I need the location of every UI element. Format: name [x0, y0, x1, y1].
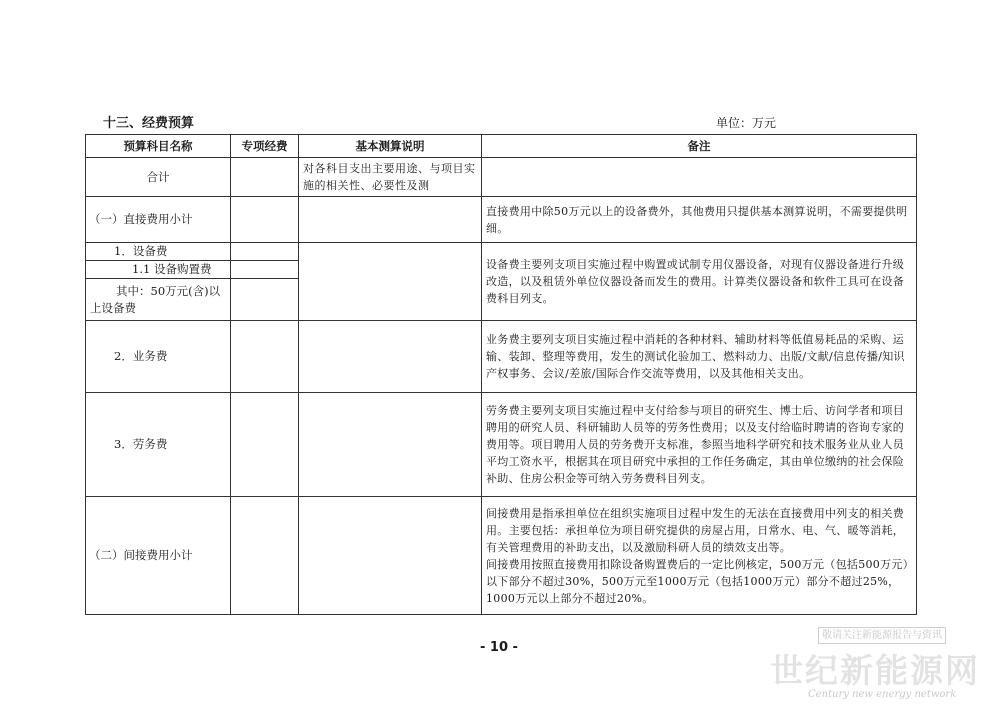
header-remarks: 备注 — [482, 135, 917, 158]
cell-indirect-name: （二）间接费用小计 — [86, 497, 231, 615]
cell-equipment-name: 1．设备费 — [86, 243, 231, 261]
header-subject: 预算科目名称 — [86, 135, 231, 158]
cell-indirect-fund — [231, 497, 299, 615]
cell-direct-name: （一）直接费用小计 — [86, 197, 231, 243]
row-total — [86, 158, 917, 197]
watermark-box: 敬请关注新能源报告与资讯 — [818, 627, 946, 644]
cell-purchase-fund — [231, 261, 299, 279]
indirect-note-para2: 间接费用按照直接费用扣除设备购置费后的一定比例核定，500万元（包括500万元）以下部分不超过30%，500万元至1000万元（包括1000万元）部分不超过25%，1000万元以上部分不超过20%。 — [486, 557, 909, 605]
cell-total-note — [482, 158, 917, 197]
cell-labor-name: 3．劳务费 — [86, 393, 231, 497]
budget-table — [85, 134, 917, 615]
row-direct — [86, 197, 917, 243]
cell-total-desc: 对各科目支出主要用途、与项目实施的相关性、必要性及测 — [299, 158, 482, 197]
cell-purchase-name: 1.1 设备购置费 — [86, 261, 231, 279]
cell-equipment-note: 设备费主要列支项目实施过程中购置或试制专用仪器设备，对现有仪器设备进行升级改造，以及租赁外单位仪器设备而发生的费用。计算类仪器设备和软件工具可在设备费科目列支。 — [482, 243, 917, 321]
header-special-fund: 专项经费 — [231, 135, 299, 158]
watermark-logo-text: 世纪新能源网 — [770, 651, 980, 690]
cell-business-note: 业务费主要列支项目实施过程中消耗的各种材料、辅助材料等低值易耗品的采购、运输、装卸、整理等费用，发生的测试化验加工、燃料动力、出版/文献/信息传播/知识产权事务、会议/差旅/国际合作交流等费用，以及其他相关支出。 — [482, 321, 917, 393]
cell-direct-desc — [299, 197, 482, 243]
cell-total-fund — [231, 158, 299, 197]
row-labor — [86, 393, 917, 497]
cell-indirect-note — [482, 497, 917, 615]
cell-business-name: 2．业务费 — [86, 321, 231, 393]
cell-direct-note: 直接费用中除50万元以上的设备费外，其他费用只提供基本测算说明，不需要提供明细。 — [482, 197, 917, 243]
cell-over50-fund — [231, 279, 299, 321]
cell-equipment-desc — [299, 243, 482, 321]
cell-equipment-fund — [231, 243, 299, 261]
watermark-english: Century new energy network — [808, 689, 957, 700]
row-business — [86, 321, 917, 393]
cell-business-desc — [299, 321, 482, 393]
table-header-row — [86, 135, 917, 158]
unit-label: 单位：万元 — [716, 116, 777, 130]
page-number: - 10 - — [480, 640, 518, 655]
indirect-note-para1: 间接费用是指承担单位在组织实施项目过程中发生的无法在直接费用中列支的相关费用。主要包括：承担单位为项目研究提供的房屋占用，日常水、电、气、暖等消耗，有关管理费用的补助支出，以及激励科研人员的绩效支出等。 — [486, 506, 905, 554]
cell-labor-desc — [299, 393, 482, 497]
row-indirect — [86, 497, 917, 615]
cell-labor-fund — [231, 393, 299, 497]
cell-direct-fund — [231, 197, 299, 243]
section-heading: 十三、经费预算 — [103, 116, 195, 131]
cell-business-fund — [231, 321, 299, 393]
cell-over50-name: 其中：50万元(含)以上设备费 — [86, 279, 231, 321]
cell-indirect-desc — [299, 497, 482, 615]
header-calculation: 基本测算说明 — [299, 135, 482, 158]
cell-total-name: 合计 — [86, 158, 231, 197]
cell-labor-note: 劳务费主要列支项目实施过程中支付给参与项目的研究生、博士后、访问学者和项目聘用的研究人员、科研辅助人员等的劳务性费用；以及支付给临时聘请的咨询专家的费用等。项目聘用人员的劳务费开支标准，参照当地科学研究和技术服务业从业人员平均工资水平，根据其在项目研究中承担的工作任务确定，其由单位缴纳的社会保险补助、住房公积金等可纳入劳务费科目列支。 — [482, 393, 917, 497]
row-equipment — [86, 243, 917, 261]
